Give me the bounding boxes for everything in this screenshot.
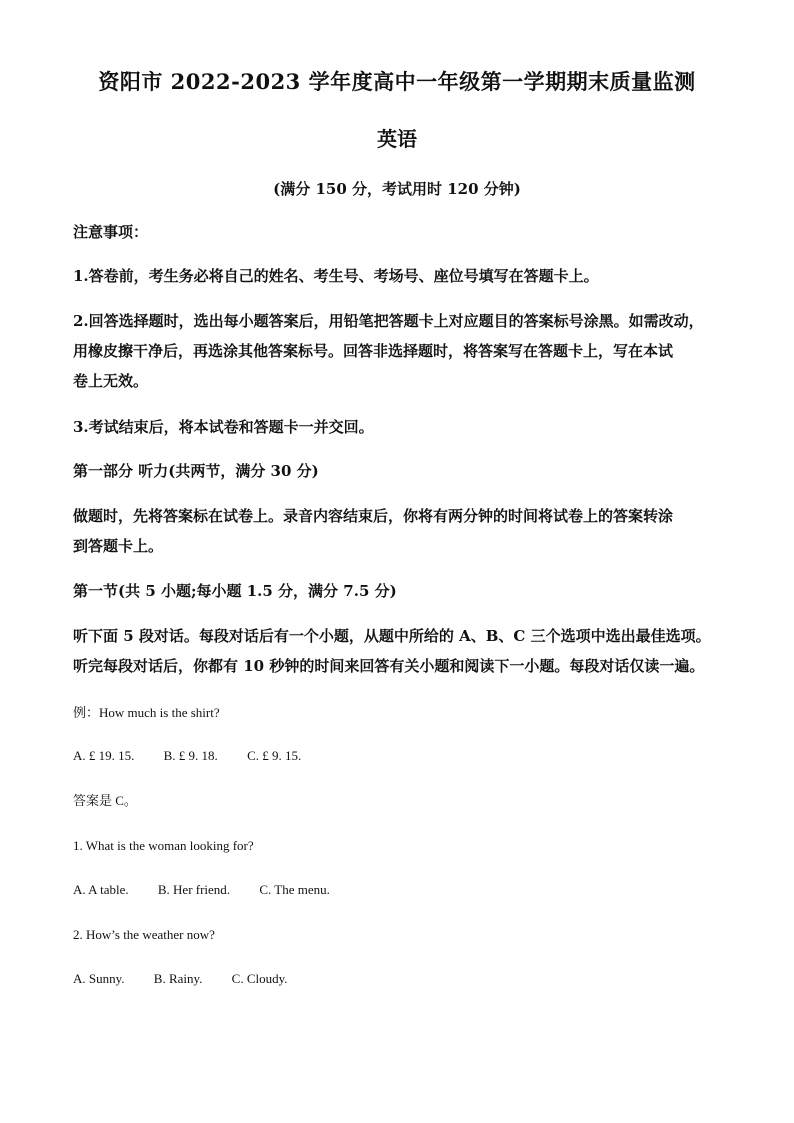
- example-options: [73, 746, 723, 766]
- section1-heading: 第一节(共 5 小题;每小题 1.5 分，满分 7.5 分): [73, 582, 397, 600]
- part1-heading: 第一部分 听力(共两节，满分 30 分): [73, 462, 319, 480]
- exam-title: 资阳市 2022-2023 学年度高中一年级第一学期期末质量监测: [98, 69, 696, 94]
- section1-instructions-line-1: 听下面 5 段对话。每段对话后有一个小题，从题中所给的 A、B、C 三个选项中选出最佳选项。: [73, 627, 711, 645]
- question-1-option-c: C. The menu.: [259, 882, 330, 897]
- question-2-options: [73, 969, 723, 989]
- score-note: (满分 150 分，考试用时 120 分钟): [273, 180, 521, 198]
- question-1-option-a: A. A table.: [73, 882, 129, 897]
- example-option-b: B. £ 9. 18.: [163, 748, 218, 763]
- example-question: 例：How much is the shirt?: [73, 705, 220, 720]
- example-option-c: C. £ 9. 15.: [247, 748, 302, 763]
- question-1: 1. What is the woman looking for?: [73, 838, 254, 853]
- notice-item-1: 1.答卷前，考生务必将自己的姓名、考生号、考场号、座位号填写在答题卡上。: [73, 267, 599, 285]
- part1-intro-line-1: 做题时，先将答案标在试卷上。录音内容结束后，你将有两分钟的时间将试卷上的答案转涂: [73, 507, 674, 525]
- subject-title: 英语: [377, 127, 417, 151]
- notice-item-3: 3.考试结束后，将本试卷和答题卡一并交回。: [73, 418, 374, 436]
- question-1-option-b: B. Her friend.: [157, 882, 231, 897]
- question-1-options: [73, 880, 723, 900]
- notice-item-2-line-1: 2.回答选择题时，选出每小题答案后，用铅笔把答题卡上对应题目的答案标号涂黑。如需改动，: [73, 312, 704, 330]
- part1-intro-line-2: 到答题卡上。: [73, 537, 164, 555]
- notice-heading: 注意事项：: [73, 223, 149, 241]
- question-2-option-c: C. Cloudy.: [231, 971, 288, 986]
- question-2-option-a: A. Sunny.: [73, 971, 125, 986]
- notice-item-2-line-2: 用橡皮擦干净后，再选涂其他答案标号。回答非选择题时，将答案写在答题卡上，写在本试: [73, 342, 674, 360]
- question-2: 2. How’s the weather now?: [73, 927, 215, 942]
- section1-instructions-line-2: 听完每段对话后，你都有 10 秒钟的时间来回答有关小题和阅读下一小题。每段对话仅读一遍。: [73, 657, 705, 675]
- example-option-a: A. £ 19. 15.: [73, 748, 135, 763]
- question-2-option-b: B. Rainy.: [153, 971, 203, 986]
- notice-item-2-line-3: 卷上无效。: [73, 372, 149, 390]
- example-answer: 答案是 C。: [73, 793, 137, 808]
